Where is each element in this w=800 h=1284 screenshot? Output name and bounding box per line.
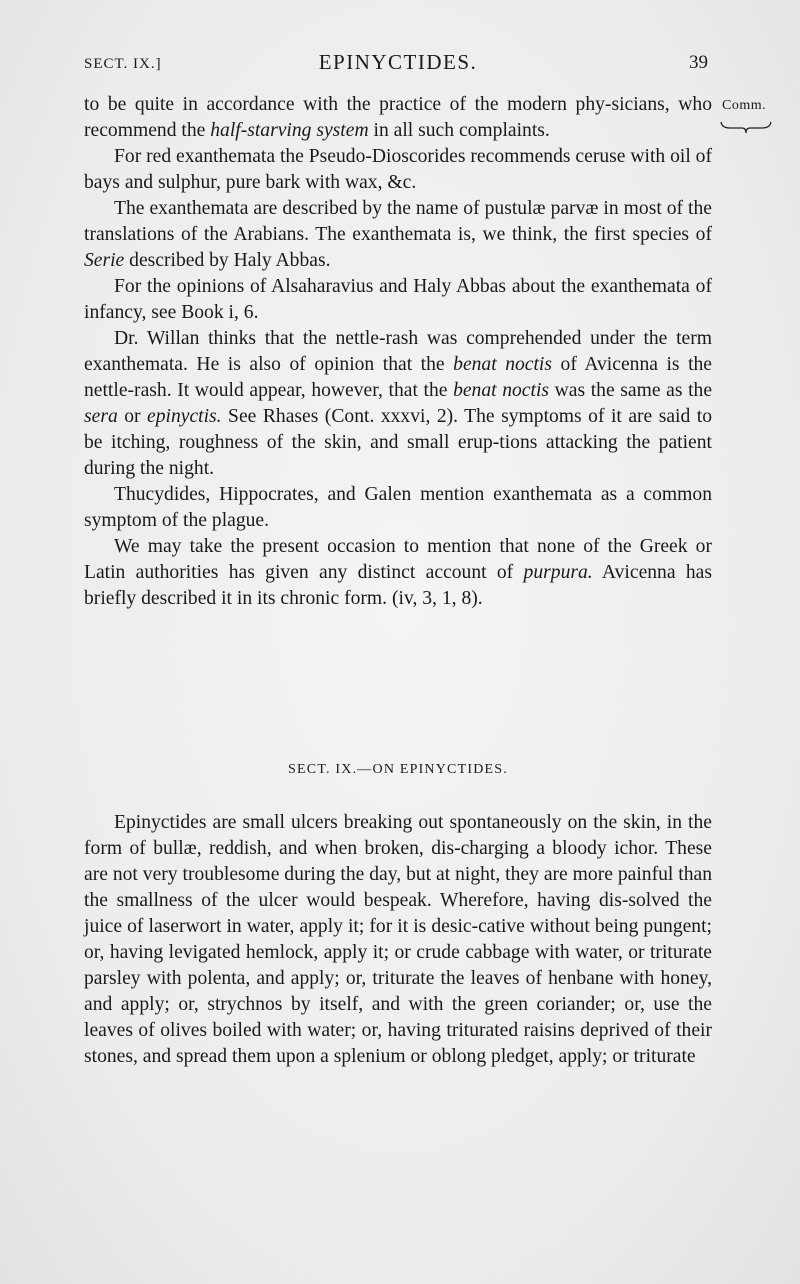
text-run: See Rhases (Cont. xxxvi, 2). The symptoms of it are said to be itching, roughness of the skin, and small erup-tions attacking the patient during the night. [84, 406, 712, 479]
text-run: Avicenna has briefly described it in its chronic form. (iv, 3, 1, 8). [84, 562, 712, 609]
section-body [84, 810, 712, 1070]
commentary-text [84, 92, 712, 612]
commentary-paragraph [84, 326, 712, 482]
text-run: For the opinions of Alsaharavius and Haly Abbas about the exanthemata of infancy, see Book i, 6. [84, 276, 712, 323]
section-paragraph: Epinyctides are small ulcers breaking out spontaneously on the skin, in the form of bullæ, reddish, and when broken, dis-charging a bloody ichor. These are not very troublesome during the day, but at night, they are more painful than the smallness of the ulcer would bespeak. Wherefore, having dis-solved the juice of laserwort in water, apply it; for it is desic-cative without being pungent; or, having levigated hemlock, apply it; or crude cabbage with water, or triturate parsley with polenta, and apply; or, triturate the leaves of henbane with honey, and apply; or, strychnos by itself, and with the green coriander; or, use the leaves of olives boiled with water; or, having triturated raisins deprived of their stones, and spread them upon a splenium or oblong pledget, apply; or triturate [84, 812, 712, 1067]
commentary-paragraph [84, 534, 712, 612]
text-run: Thucydides, Hippocrates, and Galen mention exanthemata as a common symptom of the plague. [84, 484, 712, 531]
italic-term: benat noctis [453, 380, 550, 401]
text-run: The exanthemata are described by the name of pustulæ parvæ in most of the translations of the Arabians. The exanthemata is, we think, the first species of [84, 198, 712, 245]
text-run: was the same as the [549, 380, 713, 401]
running-head-title: EPINYCTIDES. [318, 50, 478, 74]
commentary-paragraph [84, 196, 712, 274]
running-head-section: SECT. IX.] [84, 56, 162, 72]
commentary-paragraph [84, 482, 712, 534]
text-run: Dr. Willan thinks that the nettle-rash was comprehended under the term exanthemata. He is also of opinion that the [84, 328, 712, 375]
italic-term: sera [84, 406, 118, 427]
section-heading: SECT. IX.—ON EPINYCTIDES. [288, 762, 508, 777]
text-run: We may take the present occasion to mention that none of the Greek or Latin authorities has given any distinct account of [84, 536, 712, 583]
italic-term: purpura. [523, 562, 593, 583]
italic-term: epinyctis. [147, 406, 222, 427]
margin-note-comm: Comm. [722, 98, 767, 113]
italic-term: half-starving system [210, 120, 369, 141]
text-run: in all such complaints. [368, 120, 550, 141]
commentary-paragraph [84, 92, 712, 144]
text-run: For red exanthemata the Pseudo-Dioscorides recommends ceruse with oil of bays and sulphur, pure bark with wax, &c. [84, 146, 712, 193]
text-run: described by Haly Abbas. [124, 250, 331, 271]
commentary-paragraph [84, 144, 712, 196]
margin-brace-icon [720, 120, 772, 134]
italic-term: Serie [84, 250, 125, 271]
text-run: to be quite in accordance with the practice of the modern phy-sicians, who recommend the [84, 94, 712, 141]
text-run: of Avicenna is the nettle-rash. It would appear, however, that the [84, 354, 713, 401]
text-run: or [117, 406, 148, 427]
page-number: 39 [689, 52, 708, 73]
running-head [84, 48, 712, 84]
italic-term: benat noctis [453, 354, 553, 375]
commentary-paragraph [84, 274, 712, 326]
